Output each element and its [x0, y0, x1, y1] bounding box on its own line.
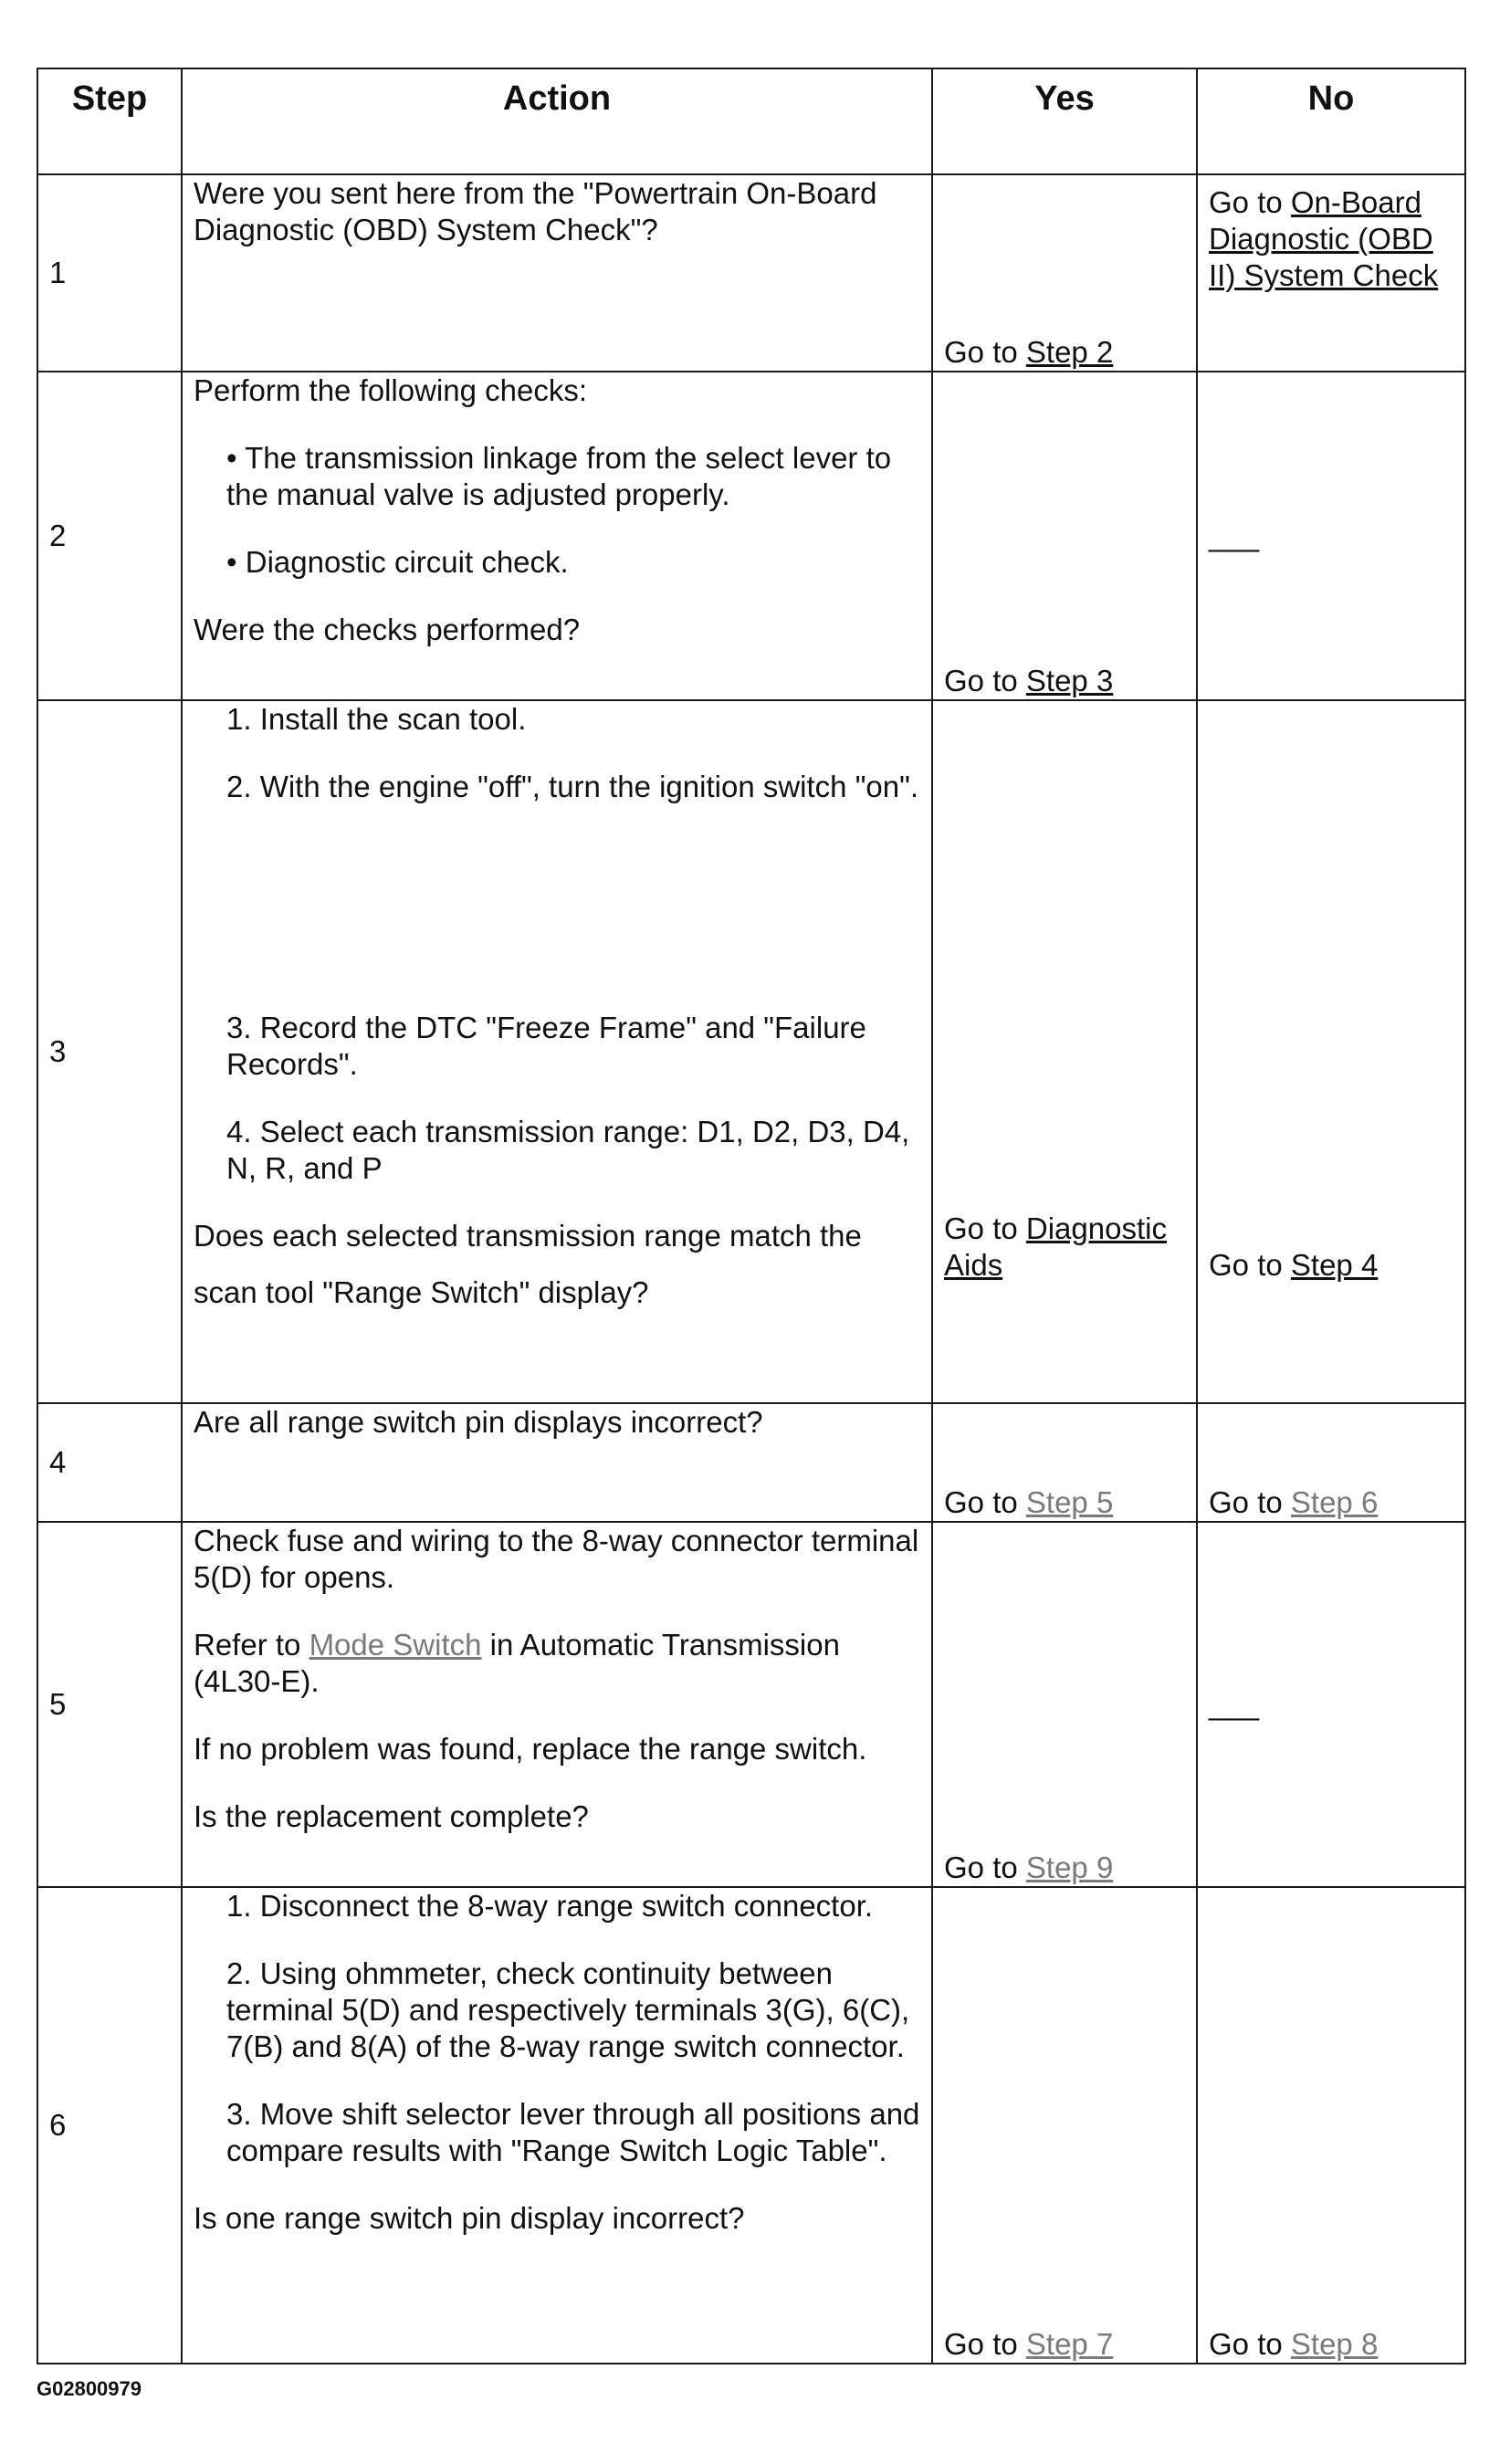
link-obd-system-check[interactable]: On-Board Diagnostic (OBD II) System Check [1209, 185, 1439, 292]
header-step: Step [37, 68, 182, 174]
yes-prefix: Go to [944, 2327, 1026, 2361]
no-cell: ___ [1197, 372, 1465, 700]
table-row [37, 700, 1465, 1403]
yes-prefix: Go to [944, 664, 1026, 697]
yes-prefix: Go to [944, 1485, 1026, 1519]
step-number: 1 [37, 174, 182, 372]
yes-cell [932, 1403, 1197, 1522]
yes-cell [932, 1887, 1197, 2364]
action-text: Check fuse and wiring to the 8-way connector terminal 5(D) for opens. [194, 1524, 919, 1594]
link-step-2[interactable]: Step 2 [1025, 335, 1114, 369]
figure-id: G02800979 [37, 2377, 142, 2400]
yes-cell [932, 1522, 1197, 1887]
yes-cell [932, 174, 1197, 372]
no-prefix: Go to [1209, 185, 1291, 219]
action-text: If no problem was found, replace the range switch. [194, 1732, 867, 1766]
numbered-item: 3. Move shift selector lever through all positions and compare results with "Range Switch Logic Table". [226, 2097, 920, 2167]
action-text: Are all range switch pin displays incorrect? [194, 1405, 763, 1439]
no-cell [1197, 1403, 1465, 1522]
action-reference: Refer to Mode Switch in Automatic Transmission (4L30-E). [194, 1628, 840, 1698]
action-intro: Perform the following checks: [194, 373, 588, 407]
table-row [37, 1403, 1465, 1522]
diagnostic-table [37, 68, 1466, 2364]
action-question: Does each selected transmission range match the [194, 1219, 862, 1253]
bullet-item: • Diagnostic circuit check. [226, 545, 569, 579]
numbered-item: 4. Select each transmission range: D1, D2, D3, D4, N, R, and P [226, 1115, 910, 1185]
action-question: Were the checks performed? [194, 613, 581, 646]
action-question: scan tool "Range Switch" display? [194, 1275, 649, 1309]
yes-prefix: Go to [944, 335, 1026, 369]
header-no: No [1197, 68, 1465, 174]
yes-prefix: Go to [944, 1211, 1026, 1245]
step-number: 4 [37, 1403, 182, 1522]
bullet-item: • The transmission linkage from the select lever to the manual valve is adjusted properly. [226, 441, 892, 511]
link-step-5[interactable]: Step 5 [1025, 1485, 1114, 1519]
table-row [37, 174, 1465, 372]
blank-space [194, 836, 920, 1010]
header-action: Action [182, 68, 932, 174]
action-cell [182, 174, 932, 372]
numbered-item: 1. Install the scan tool. [226, 702, 527, 736]
action-cell [182, 1403, 932, 1522]
action-question: Is one range switch pin display incorrect? [194, 2201, 745, 2235]
link-step-9[interactable]: Step 9 [1025, 1851, 1114, 1884]
no-cell [1197, 700, 1465, 1403]
action-cell [182, 1887, 932, 2364]
step-number: 5 [37, 1522, 182, 1887]
yes-cell [932, 700, 1197, 1403]
table-row [37, 372, 1465, 700]
no-prefix: Go to [1209, 1485, 1291, 1519]
action-cell [182, 1522, 932, 1887]
step-number: 6 [37, 1887, 182, 2364]
link-step-7[interactable]: Step 7 [1025, 2327, 1114, 2361]
step-number: 2 [37, 372, 182, 700]
no-prefix: Go to [1209, 1248, 1291, 1282]
link-diagnostic-aids[interactable]: Diagnostic Aids [944, 1211, 1167, 1282]
link-step-4[interactable]: Step 4 [1290, 1248, 1379, 1282]
action-cell [182, 372, 932, 700]
numbered-item: 2. Using ohmmeter, check continuity between terminal 5(D) and respectively terminals 3(G), 6(C), 7(B) and 8(A) of the 8-way range switch connector. [226, 1956, 910, 2063]
numbered-item: 2. With the engine "off", turn the ignition switch "on". [226, 770, 919, 803]
numbered-item: 1. Disconnect the 8-way range switch connector. [226, 1889, 874, 1923]
yes-cell [932, 372, 1197, 700]
table-row [37, 1522, 1465, 1887]
link-step-6[interactable]: Step 6 [1290, 1485, 1379, 1519]
no-cell: ___ [1197, 1522, 1465, 1887]
no-prefix: Go to [1209, 2327, 1291, 2361]
action-cell [182, 700, 932, 1403]
link-mode-switch[interactable]: Mode Switch [309, 1628, 482, 1662]
numbered-item: 3. Record the DTC "Freeze Frame" and "Failure Records". [226, 1011, 866, 1081]
no-cell [1197, 1887, 1465, 2364]
step-number: 3 [37, 700, 182, 1403]
action-question: Is the replacement complete? [194, 1799, 589, 1833]
action-text: Were you sent here from the "Powertrain On-Board Diagnostic (OBD) System Check"? [194, 176, 877, 246]
link-step-8[interactable]: Step 8 [1290, 2327, 1379, 2361]
header-row [37, 68, 1465, 174]
link-step-3[interactable]: Step 3 [1025, 664, 1114, 697]
no-cell [1197, 174, 1465, 372]
yes-prefix: Go to [944, 1851, 1026, 1884]
header-yes: Yes [932, 68, 1197, 174]
table-row [37, 1887, 1465, 2364]
